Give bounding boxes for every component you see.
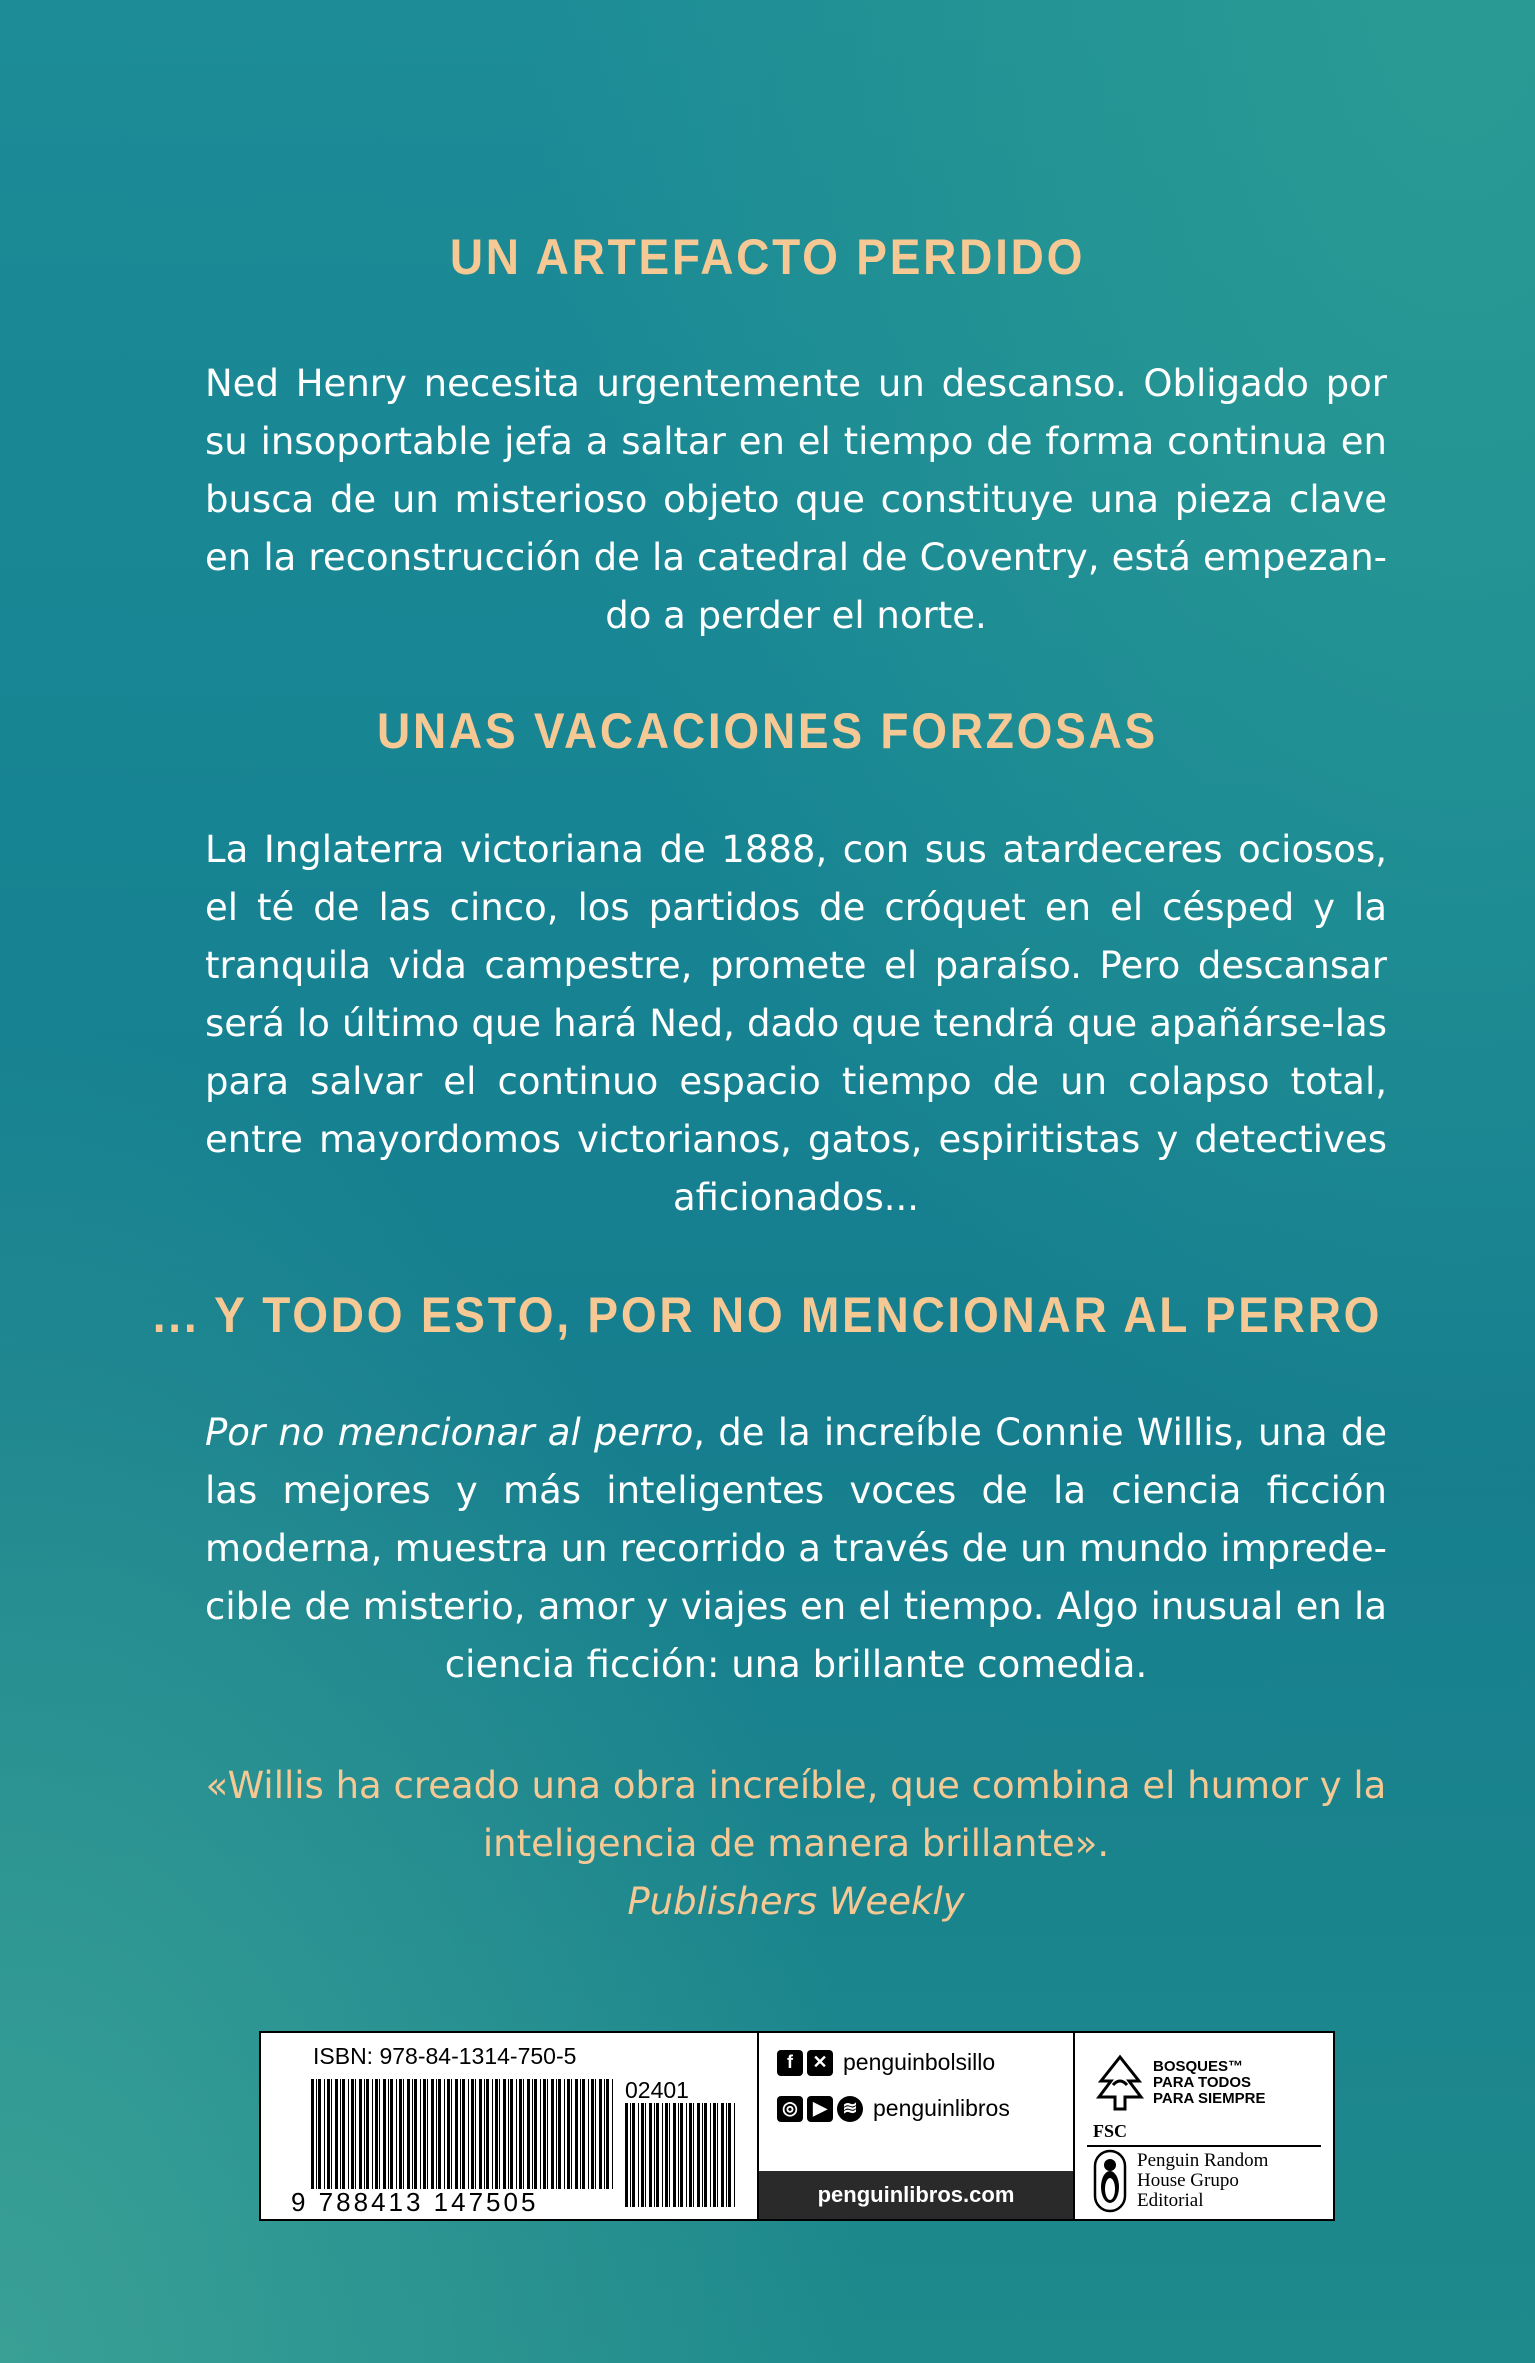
social-handle-1: penguinbolsillo bbox=[843, 2049, 996, 2075]
barcode-bar bbox=[471, 2079, 474, 2189]
addon-barcode bbox=[625, 2103, 735, 2207]
barcode-bar bbox=[678, 2103, 679, 2207]
addon-number: 02401 bbox=[625, 2077, 689, 2103]
quote-source: Publishers Weekly bbox=[627, 1880, 965, 1923]
barcode-bar bbox=[447, 2079, 450, 2189]
section-heading-2: UNAS VACACIONES FORZOSAS bbox=[377, 703, 1158, 759]
barcode-bar bbox=[403, 2079, 404, 2189]
barcode-bar bbox=[324, 2079, 325, 2189]
logo-divider bbox=[1087, 2145, 1321, 2147]
social-row-1 bbox=[777, 2049, 995, 2076]
barcode-bar bbox=[534, 2079, 537, 2189]
barcode-bar bbox=[460, 2079, 461, 2189]
barcode-bar bbox=[704, 2103, 707, 2207]
barcode-bar bbox=[571, 2079, 572, 2189]
barcode-bar bbox=[654, 2103, 655, 2207]
fsc-logo bbox=[1093, 2043, 1273, 2123]
barcode-bar bbox=[641, 2103, 644, 2207]
barcode-bar bbox=[399, 2079, 402, 2189]
publisher-logo bbox=[1093, 2149, 1297, 2213]
barcode-bar bbox=[728, 2103, 731, 2207]
section-text-1: Ned Henry necesita urgentemente un descanso. Obligado por su insoportable jefa a saltar en el tiempo de forma continua en busca de un misterioso objeto que constituye una pieza clave en la reconstrucción de la catedral de Coventry, está empezan-do a perder el norte. bbox=[205, 362, 1387, 637]
barcode-bar bbox=[335, 2079, 338, 2189]
barcode-bar bbox=[532, 2079, 533, 2189]
barcode-bar bbox=[495, 2079, 498, 2189]
barcode-bar bbox=[567, 2079, 570, 2189]
youtube-icon: ▶ bbox=[807, 2096, 833, 2122]
social-area bbox=[759, 2033, 1075, 2219]
barcode-bar bbox=[423, 2079, 426, 2189]
barcode-bar bbox=[547, 2079, 548, 2189]
barcode-bar bbox=[523, 2079, 524, 2189]
section-heading-1: UN ARTEFACTO PERDIDO bbox=[449, 229, 1086, 285]
barcode-bar bbox=[580, 2079, 581, 2189]
barcode-bar bbox=[359, 2079, 362, 2189]
instagram-icon: ◎ bbox=[777, 2096, 803, 2122]
ean-digits: 9 788413 147505 bbox=[291, 2187, 539, 2217]
barcode-bar bbox=[390, 2079, 393, 2189]
barcode-bar bbox=[591, 2079, 594, 2189]
review-quote bbox=[205, 1757, 1387, 1931]
barcode-bar bbox=[588, 2079, 589, 2189]
barcode-bar bbox=[734, 2103, 735, 2207]
ean-barcode bbox=[311, 2079, 613, 2189]
penguin-icon bbox=[1093, 2149, 1127, 2213]
barcode-bar bbox=[503, 2079, 506, 2189]
barcode-bar bbox=[721, 2103, 724, 2207]
barcode-bar bbox=[551, 2079, 554, 2189]
section-heading-3: ... Y TODO ESTO, POR NO MENCIONAR AL PERRO bbox=[152, 1287, 1383, 1343]
barcode-bar bbox=[543, 2079, 546, 2189]
isbn-label: ISBN: 978-84-1314-750-5 bbox=[313, 2043, 577, 2069]
barcode-bar bbox=[462, 2079, 465, 2189]
barcode-bar bbox=[327, 2079, 330, 2189]
barcode-bar bbox=[436, 2079, 437, 2189]
barcode-bar bbox=[383, 2079, 386, 2189]
barcode-bar bbox=[499, 2079, 500, 2189]
barcode-bar bbox=[612, 2079, 613, 2189]
barcode-bar bbox=[606, 2079, 609, 2189]
barcode-bar bbox=[468, 2079, 469, 2189]
barcode-bar bbox=[379, 2079, 380, 2189]
barcode-bar bbox=[455, 2079, 458, 2189]
barcode-bar bbox=[702, 2103, 703, 2207]
barcode-bar bbox=[680, 2103, 683, 2207]
barcode-bar bbox=[451, 2079, 452, 2189]
barcode-area bbox=[261, 2033, 759, 2219]
barcode-bar bbox=[396, 2079, 397, 2189]
barcode-bar bbox=[516, 2079, 517, 2189]
x-icon: ✕ bbox=[807, 2050, 833, 2076]
barcode-bar bbox=[632, 2103, 635, 2207]
spotify-icon: ≋ bbox=[837, 2096, 863, 2122]
barcode-bar bbox=[351, 2079, 354, 2189]
barcode-bar bbox=[625, 2103, 628, 2207]
barcode-bar bbox=[689, 2103, 692, 2207]
social-handle-2: penguinlibros bbox=[873, 2095, 1010, 2121]
barcode-bar bbox=[710, 2103, 711, 2207]
barcode-bar bbox=[604, 2079, 605, 2189]
barcode-bar bbox=[407, 2079, 410, 2189]
barcode-bar bbox=[420, 2079, 421, 2189]
barcode-bar bbox=[316, 2079, 317, 2189]
section-text-2: La Inglaterra victoriana de 1888, con sus atardeceres ociosos, el té de las cinco, los partidos de cróquet en el césped y la tranquila vida campestre, promete el paraíso. Pero descansar será lo último que hará Ned, dado que tendrá que apañárse-las para salvar el continuo espacio tiempo de un colapso total, entre mayordomos victorianos, gatos, espiritistas y detectives aficionados... bbox=[205, 828, 1387, 1219]
barcode-bar bbox=[475, 2079, 476, 2189]
barcode-bar bbox=[693, 2103, 694, 2207]
barcode-bar bbox=[431, 2079, 434, 2189]
barcode-bar bbox=[540, 2079, 541, 2189]
social-row-2 bbox=[777, 2095, 1010, 2122]
barcode-bar bbox=[595, 2079, 596, 2189]
barcode-bar bbox=[479, 2079, 482, 2189]
barcode-bar bbox=[686, 2103, 687, 2207]
barcode-bar bbox=[599, 2079, 602, 2189]
barcode-bar bbox=[388, 2079, 389, 2189]
barcode-bar bbox=[564, 2079, 565, 2189]
barcode-bar bbox=[311, 2079, 314, 2189]
book-title: Por no mencionar al perro bbox=[205, 1411, 694, 1454]
barcode-bar bbox=[527, 2079, 530, 2189]
fsc-text: BOSQUES™ PARA TODOS PARA SIEMPRE bbox=[1153, 2058, 1266, 2107]
barcode-bar bbox=[318, 2079, 321, 2189]
barcode-bar bbox=[558, 2079, 561, 2189]
barcode-bar bbox=[375, 2079, 378, 2189]
barcode-bar bbox=[656, 2103, 659, 2207]
barcode-bar bbox=[669, 2103, 670, 2207]
section-text-3-body: , de la increíble Connie Willis, una de las mejores y más inteligentes voces de la ciencia ficción moderna, muestra un recorrido a través de un mundo imprede-cible de misterio, amor y viajes en el tiempo. Algo inusual en la ciencia ficción: una brillante comedia. bbox=[205, 1411, 1387, 1686]
barcode-bar bbox=[348, 2079, 349, 2189]
barcode-bar bbox=[665, 2103, 668, 2207]
barcode-bar bbox=[444, 2079, 445, 2189]
quote-text: «Willis ha creado una obra increíble, que combina el humor y la inteligencia de manera brillante». bbox=[205, 1764, 1387, 1865]
barcode-bar bbox=[412, 2079, 413, 2189]
barcode-bar bbox=[556, 2079, 557, 2189]
barcode-bar bbox=[484, 2079, 485, 2189]
publisher-text: Penguin Random House Grupo Editorial bbox=[1137, 2150, 1269, 2211]
barcode-bar bbox=[717, 2103, 718, 2207]
barcode-bar bbox=[492, 2079, 493, 2189]
barcode-bar bbox=[438, 2079, 441, 2189]
barcode-bar bbox=[645, 2103, 646, 2207]
barcode-bar bbox=[364, 2079, 365, 2189]
barcode-bar bbox=[510, 2079, 513, 2189]
barcode-bar bbox=[630, 2103, 631, 2207]
facebook-icon: f bbox=[777, 2050, 803, 2076]
barcode-bar bbox=[673, 2103, 676, 2207]
logo-area bbox=[1075, 2033, 1333, 2219]
barcode-bar bbox=[519, 2079, 522, 2189]
barcode-bar bbox=[713, 2103, 716, 2207]
barcode-bar bbox=[366, 2079, 369, 2189]
back-matter-box bbox=[259, 2031, 1335, 2221]
barcode-bar bbox=[649, 2103, 652, 2207]
barcode-bar bbox=[662, 2103, 663, 2207]
barcode-bar bbox=[697, 2103, 700, 2207]
barcode-bar bbox=[340, 2079, 341, 2189]
barcode-bar bbox=[331, 2079, 332, 2189]
barcode-bar bbox=[372, 2079, 373, 2189]
website-bar: penguinlibros.com bbox=[759, 2171, 1073, 2219]
barcode-bar bbox=[486, 2079, 489, 2189]
barcode-bar bbox=[726, 2103, 727, 2207]
fsc-tree-icon bbox=[1093, 2053, 1147, 2113]
barcode-bar bbox=[638, 2103, 639, 2207]
barcode-bar bbox=[342, 2079, 345, 2189]
barcode-bar bbox=[575, 2079, 578, 2189]
barcode-bar bbox=[355, 2079, 356, 2189]
barcode-bar bbox=[414, 2079, 417, 2189]
barcode-bar bbox=[582, 2079, 585, 2189]
barcode-bar bbox=[427, 2079, 428, 2189]
fsc-label: FSC bbox=[1093, 2121, 1128, 2141]
section-text-3 bbox=[205, 1404, 1387, 1694]
barcode-bar bbox=[508, 2079, 509, 2189]
